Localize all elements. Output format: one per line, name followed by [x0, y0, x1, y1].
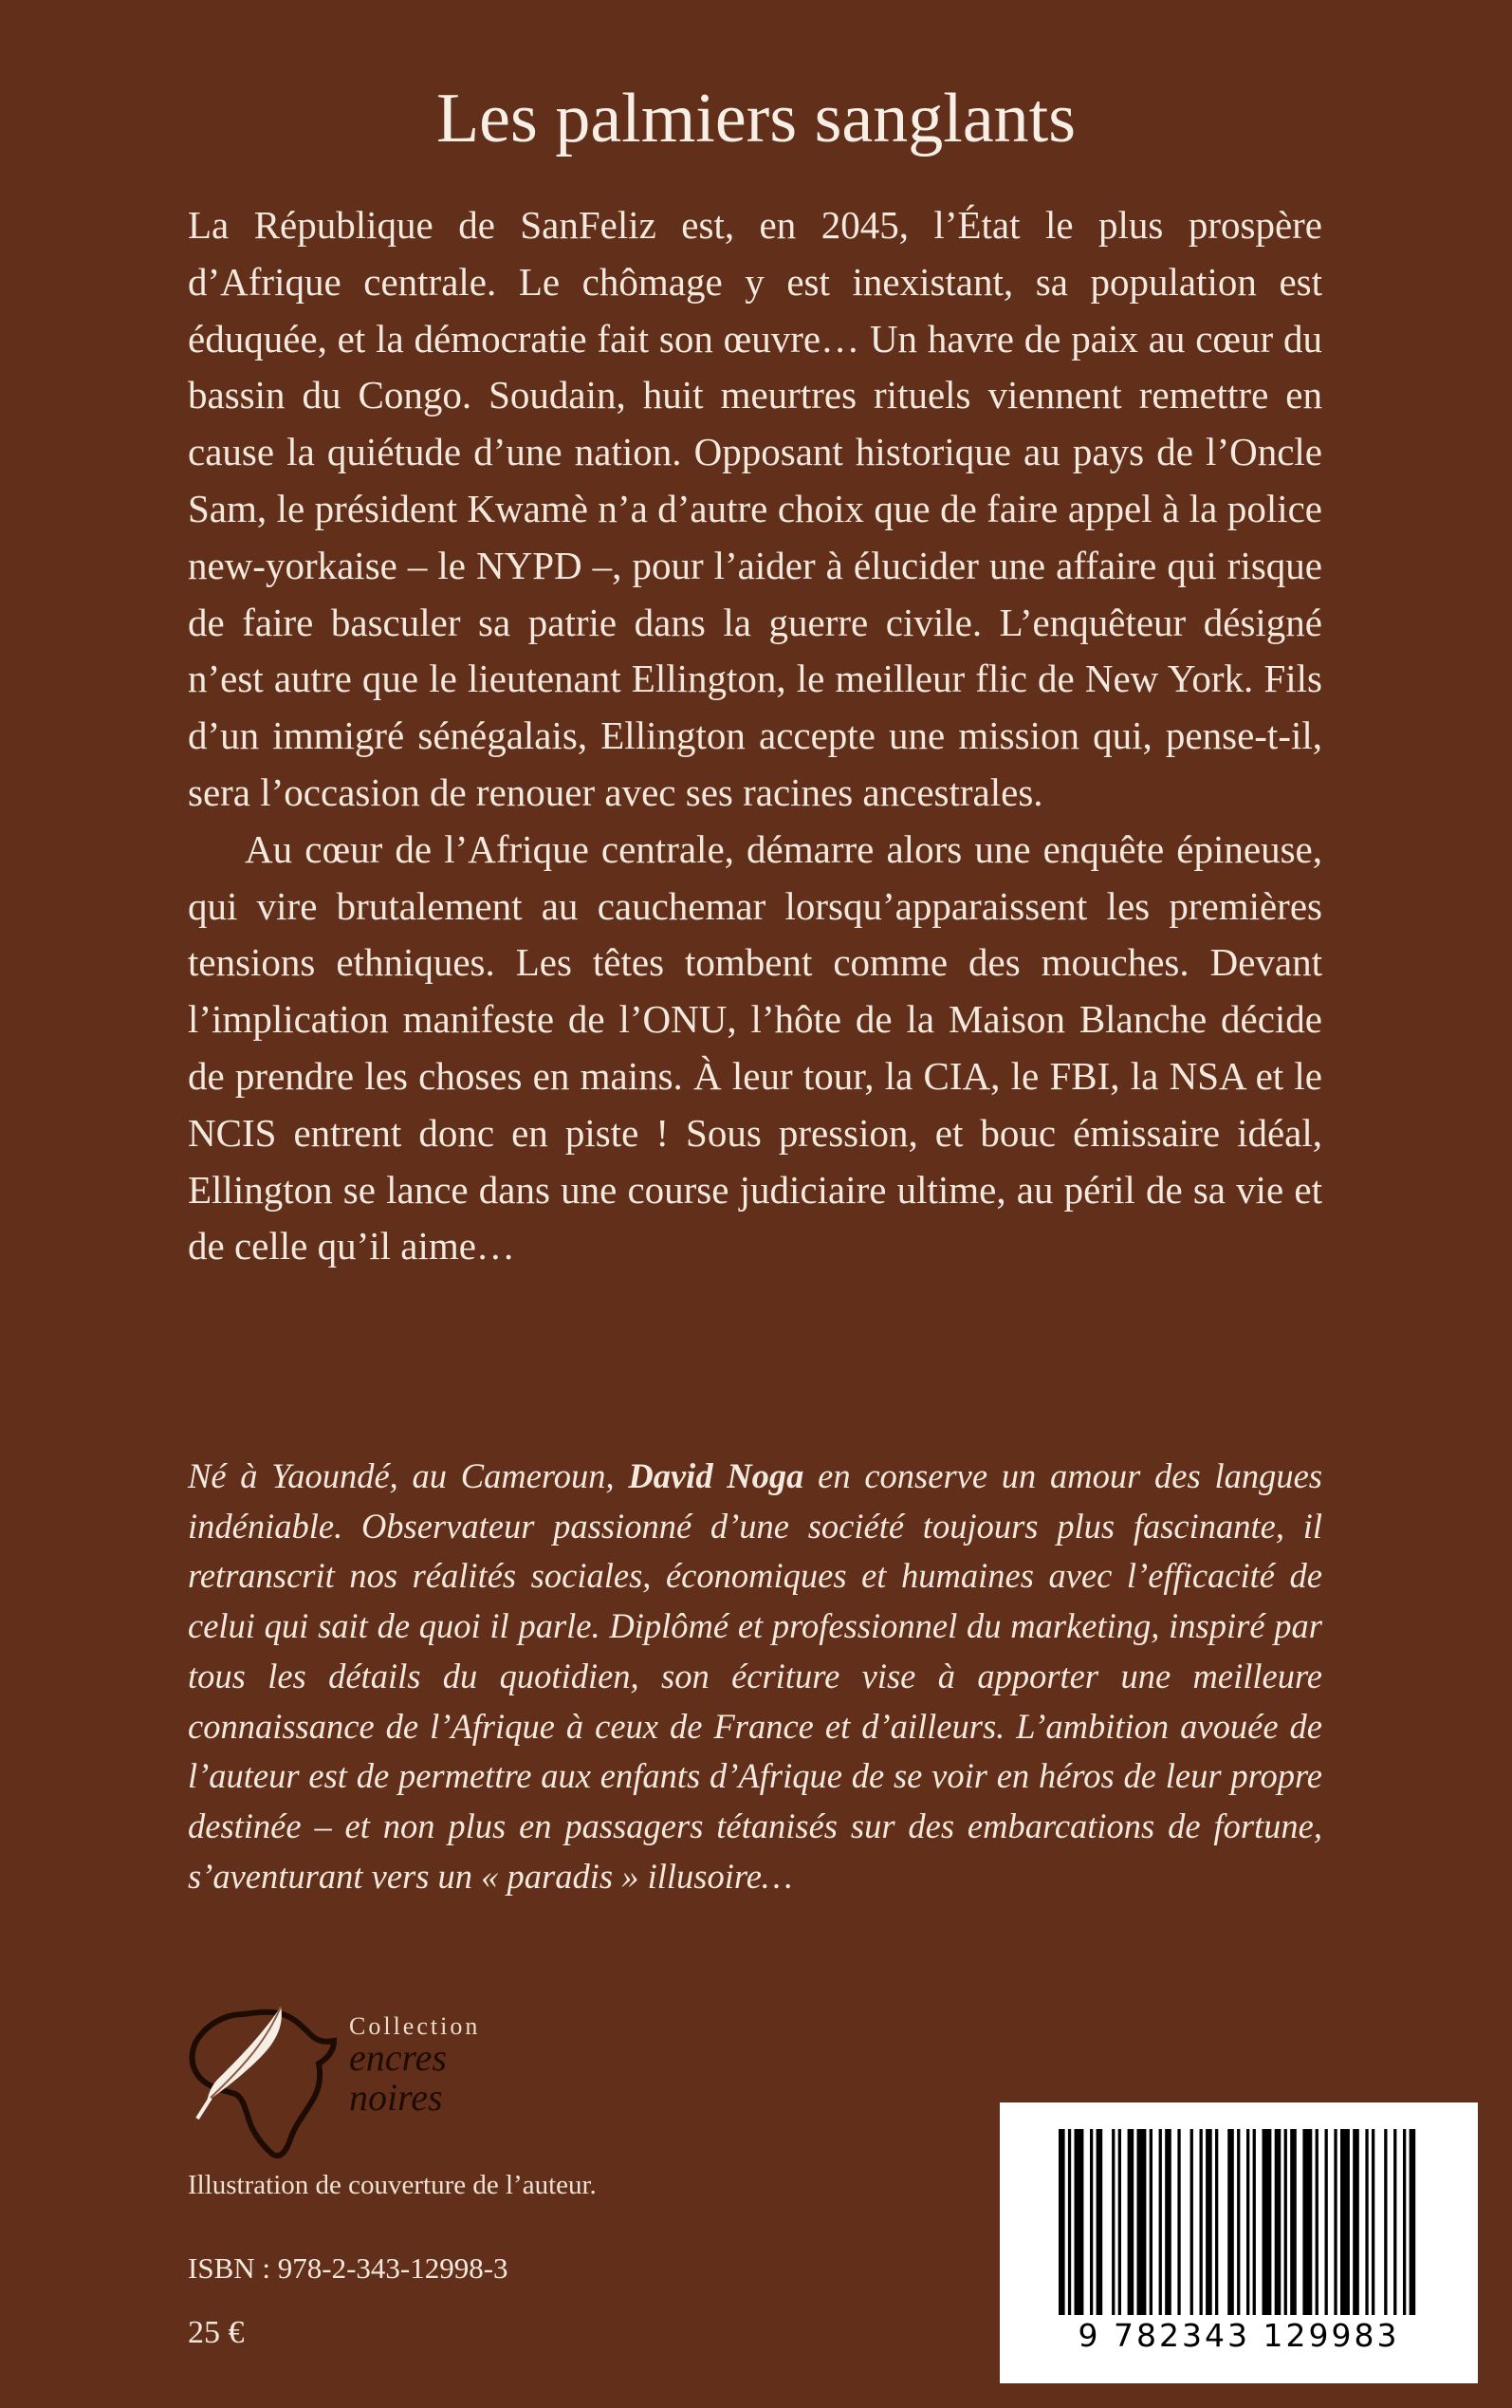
collection-logo [186, 1997, 565, 2163]
barcode-bar [1128, 2129, 1134, 2315]
barcode-bar [1302, 2129, 1312, 2315]
barcode-panel [1000, 2102, 1478, 2383]
barcode-icon [1059, 2129, 1419, 2319]
barcode-bar [1384, 2129, 1387, 2315]
collection-label: Collection [349, 2012, 481, 2040]
barcode-bar [1177, 2129, 1180, 2315]
barcode-bar [1137, 2129, 1147, 2315]
barcode-bar [1165, 2129, 1171, 2315]
barcode-bar [1200, 2129, 1203, 2315]
barcode-bar [1075, 2129, 1084, 2315]
barcode-bar [1227, 2129, 1234, 2315]
synopsis-paragraph-2: Au cœur de l’Afrique centrale, démarre alors une enquête épineuse, qui vire brutalement au cauchemar lorsqu’apparaissent les premières tensions ethniques. Les têtes tombent comme des mouches. Devant l’implication manifeste de l’ONU, l’hôte de la Maison Blanche décide de prendre les choses en mains. À leur tour, la CIA, le FBI, la NSA et le NCIS entrent donc en piste ! Sous pression, et bouc émissaire idéal, Ellington se lance dans une course judiciaire ultime, au péril de sa vie et de celle qu’il aime… [188, 826, 1322, 1269]
barcode-bar [1334, 2129, 1337, 2315]
price: 25 € [188, 2315, 245, 2350]
barcode-bar [1068, 2129, 1071, 2315]
barcode-bar [1263, 2129, 1272, 2315]
barcode-bar [1365, 2129, 1368, 2315]
barcode-bar [1215, 2129, 1218, 2315]
barcode-bar [1353, 2129, 1359, 2315]
barcode-bar [1290, 2129, 1297, 2315]
author-name: David Noga [628, 1456, 804, 1495]
barcode-bar [1410, 2129, 1416, 2315]
synopsis [188, 197, 1322, 1275]
barcode-bar [1340, 2129, 1350, 2315]
barcode-bar [1112, 2129, 1115, 2315]
barcode-bar [1159, 2129, 1162, 2315]
barcode-bar [1325, 2129, 1328, 2315]
barcode-bar [1275, 2129, 1282, 2315]
barcode-bar [1206, 2129, 1212, 2315]
collection-name-line-1: encres [349, 2036, 447, 2079]
barcode-bar [1253, 2129, 1256, 2315]
barcode-bar [1090, 2129, 1093, 2315]
synopsis-paragraph-1: La République de SanFeliz est, en 2045, l’État le plus prospère d’Afrique centrale. Le chômage y est inexistant, sa population est éduquée, et la démocratie fait son œuvre… Un havre de paix au cœur du bassin du Congo. Soudain, huit meurtres rituels viennent remettre en cause la quiétude d’une nation. Opposant historique au pays de l’Oncle Sam, le président Kwamè n’a d’autre choix que de faire appel à la police new-yorkaise – le NYPD –, pour l’aider à élucider une affaire qui risque de faire basculer sa patrie dans la guerre civile. L’enquêteur désigné n’est autre que le lieutenant Ellington, le meilleur flic de New York. Fils d’un immigré sénégalais, Ellington accepte une mission qui, pense-t-il, sera l’occasion de renouer avec ses racines ancestrales. [188, 203, 1322, 814]
barcode-bar [1393, 2129, 1396, 2315]
barcode-bar [1246, 2129, 1249, 2315]
barcode-bar [1190, 2129, 1193, 2315]
barcode-bar [1237, 2129, 1240, 2315]
barcode-bar [1118, 2129, 1121, 2315]
barcode-number: 9 782343 129983 [1078, 2317, 1400, 2354]
barcode-bar [1059, 2129, 1065, 2315]
bio-intro: Né à Yaoundé, au Cameroun, [188, 1456, 629, 1495]
barcode-bar [1316, 2129, 1318, 2315]
africa-quill-icon [186, 1997, 347, 2163]
cover-illustration-credit: Illustration de couverture de l’auteur. [188, 2170, 597, 2200]
barcode-bar [1372, 2129, 1374, 2315]
book-title: Les palmiers sanglants [435, 80, 1077, 157]
barcode-bar [1150, 2129, 1152, 2315]
barcode-bar [1284, 2129, 1287, 2315]
barcode-bar [1403, 2129, 1406, 2315]
collection-name-line-2: noires [349, 2076, 443, 2119]
author-bio [188, 1452, 1322, 1901]
isbn: ISBN : 978-2-343-12998-3 [188, 2251, 508, 2285]
barcode-bar [1097, 2129, 1103, 2315]
bio-body: en conserve un amour des langues indéniable. Observateur passionné d’une société toujours plus fascinante, il retranscrit nos réalités sociales, économiques et humaines avec l’efficacité de celui qui sait de quoi il parle. Diplômé et professionnel du marketing, inspiré par tous les détails du quotidien, son écriture vise à apporter une meilleure connaissance de l’Afrique à ceux de France et d’ailleurs. L’ambition avouée de l’auteur est de permettre aux enfants d’Afrique de se voir en héros de leur propre destinée – et non plus en passagers tétanisés sur des embarcations de fortune, s’aventurant vers un « paradis » illusoire… [188, 1456, 1322, 1896]
